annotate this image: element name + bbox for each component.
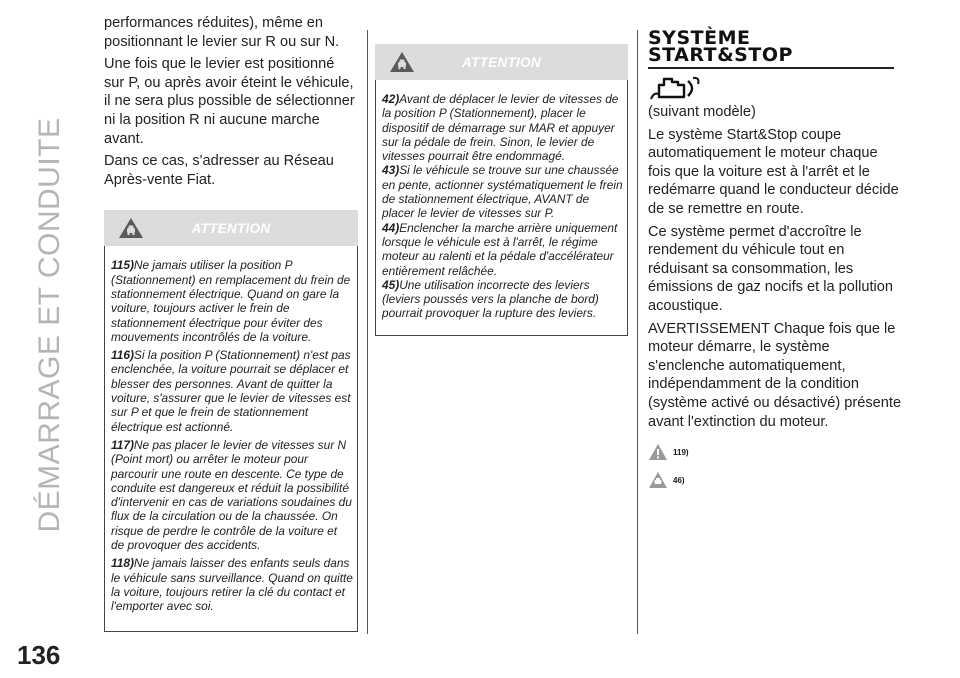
column-divider-2	[637, 30, 638, 634]
paragraph: (suivant modèle)	[648, 104, 756, 120]
paragraph: Une fois que le levier est positionné sur P, ou après avoir éteint le véhicule, il ne sera plus possible de sélectionner ni la position R ni aucune marche avant.	[104, 56, 355, 147]
warning-car-icon	[648, 471, 668, 489]
section-title-line: START&STOP	[648, 44, 793, 66]
warning-text: Si le véhicule se trouve sur une chaussée en pente, actionner systématiquement le frein de stationnement électrique, AVANT de placer le levier de vitesses sur P.	[382, 163, 623, 221]
reference-number: 46)	[673, 475, 685, 485]
column-2	[375, 44, 628, 336]
warning-label: ATTENTION	[191, 220, 271, 236]
warning-text: Ne jamais laisser des enfants seuls dans le véhicule sans surveillance. Quand on quitte la voiture, toujours retirer la clé du contact et l'emporter avec soi.	[111, 556, 353, 614]
warning-label: ATTENTION	[462, 54, 541, 70]
paragraph: Le système Start&Stop coupe automatiquement le moteur chaque fois que la voiture est à l'arrêt et le redémarre quand le conducteur décide de se remettre en route.	[648, 126, 899, 217]
warning-number: 42)	[382, 92, 400, 106]
warning-header	[375, 44, 628, 80]
column-1	[104, 14, 358, 632]
warning-item	[111, 438, 353, 552]
warning-item	[382, 163, 623, 220]
warning-item	[111, 556, 353, 613]
paragraph: Dans ce cas, s'adresser au Réseau Après-vente Fiat.	[104, 153, 334, 188]
warning-car-icon	[389, 51, 415, 78]
warning-text: Ne pas placer le levier de vitesses sur N (Point mort) ou arrêter le moteur pour parcourir une route en descente. Ce type de conduite est dangereux et réduit la possibilité d'intervenir en cas de variations soudaines du flux de la circulation ou de la chaussée. On risque de perdre le contrôle de la voiture et de provoquer des accidents.	[111, 437, 352, 552]
warning-text: Ne jamais utiliser la position P (Stationnement) en remplacement du frein de stationnement électrique. Quand on gare la voiture, toujours activer le frein de stationnement électrique pour éviter des mouvements incontrôlés de la voiture.	[111, 258, 351, 344]
warning-car-icon	[118, 217, 144, 244]
warning-text: Avant de déplacer le levier de vitesses de la position P (Stationnement), placer le dispositif de démarrage sur MAR et appuyer sur la pédale de frein. Sinon, le levier de vitesses pourrait être endommagé.	[382, 92, 619, 164]
section-title	[648, 27, 904, 66]
warning-number: 44)	[382, 220, 400, 235]
warning-item	[382, 278, 623, 321]
warning-header	[104, 210, 358, 246]
title-underline	[648, 67, 894, 69]
warning-text: Enclencher la marche arrière uniquement lorsque le véhicule est à l'arrêt, le régime moteur au ralenti et la pédale d'accélérateur entièrement relâchée.	[382, 220, 618, 278]
warning-number: 117)	[111, 437, 134, 452]
warning-number: 116)	[111, 348, 134, 363]
paragraph: Ce système permet d'accroître le rendement du véhicule tout en réduisant sa consommation, les émissions de gaz nocifs et la pollution acoustique.	[648, 223, 893, 314]
warning-panel	[104, 210, 358, 632]
page-number: 136	[17, 640, 61, 670]
paragraph: AVERTISSEMENT Chaque fois que le moteur démarre, le système s'enclenche automatiquement, indépendamment de la condition (système activé ou désactivé) présente avant l'extinction du moteur.	[648, 320, 902, 430]
warning-text: Une utilisation incorrecte des leviers (leviers poussés vers la planche de bord) pourrait provoquer la rupture des leviers.	[382, 277, 599, 321]
warning-text: Si la position P (Stationnement) n'est pas enclenchée, la voiture pourrait se déplacer et blesser des personnes. Avant de quitter la voiture, s'assurer que le levier de vitesses est sur P et que le frein de stationnement électrique est actionné.	[111, 348, 351, 434]
section-body	[648, 103, 904, 431]
chapter-title: DÉMARRAGE ET CONDUITE	[33, 117, 66, 533]
column-divider-1	[367, 30, 368, 634]
column-3	[648, 27, 904, 491]
section-title-line: SYSTÈME	[648, 27, 751, 49]
warning-reference	[648, 469, 904, 491]
warning-number: 115)	[111, 258, 134, 273]
warning-item	[382, 92, 623, 163]
engine-start-icon	[648, 75, 904, 103]
warning-number: 45)	[382, 277, 400, 292]
reference-number: 119)	[673, 447, 689, 457]
warning-panel	[375, 44, 628, 336]
warning-item	[382, 221, 623, 278]
warning-number: 43)	[382, 163, 400, 178]
paragraph: performances réduites), même en positionnant le levier sur R ou sur N.	[104, 15, 340, 50]
warning-item	[111, 258, 353, 344]
warning-reference	[648, 441, 904, 463]
warning-item	[111, 348, 353, 434]
warning-content	[104, 246, 358, 632]
warning-triangle-icon	[648, 443, 668, 461]
warning-content	[375, 80, 628, 336]
warning-number: 118)	[111, 556, 134, 571]
